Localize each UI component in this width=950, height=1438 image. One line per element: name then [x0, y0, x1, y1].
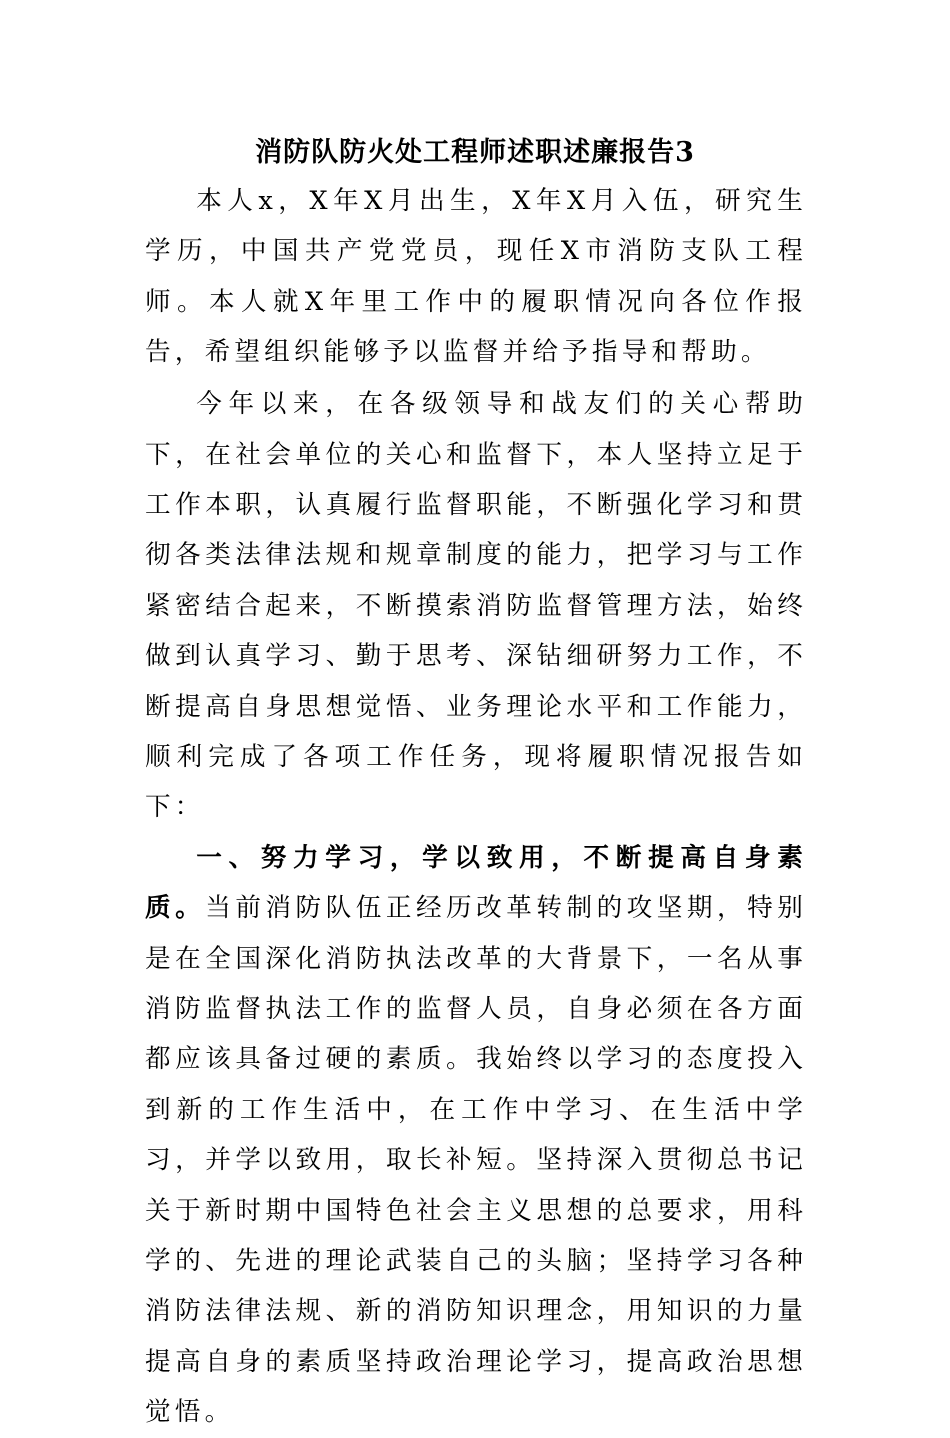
section-1-heading: 一、努力学习，学以致用，不断提高自身素质。	[145, 842, 807, 924]
section-1-paragraph	[145, 833, 807, 1438]
section-1-text: 当前消防队伍正经历改革转制的攻坚期，特别是在全国深化消防执法改革的大背景下，一名从事消防监督执法工作的监督人员，自身必须在各方面都应该具备过硬的素质。我始终以学习的态度投入到新的工作生活中，在工作中学习、在生活中学习，并学以致用，取长补短。坚持深入贯彻总书记关于新时期中国特色社会主义思想的总要求，用科学的、先进的理论武装自己的头脑；坚持学习各种消防法律法规、新的消防知识理念，用知识的力量提高自身的素质坚持政治理论学习，提高政治思想觉悟。	[145, 893, 807, 1428]
paragraph-overview: 今年以来，在各级领导和战友们的关心帮助下，在社会单位的关心和监督下，本人坚持立足于工作本职，认真履行监督职能，不断强化学习和贯彻各类法律法规和规章制度的能力，把学习与工作紧密结合起来，不断摸索消防监督管理方法，始终做到认真学习、勤于思考、深钻细研努力工作，不断提高自身思想觉悟、业务理论水平和工作能力，顺利完成了各项工作任务，现将履职情况报告如下：	[145, 389, 807, 823]
paragraph-intro: 本人x，X年X月出生，X年X月入伍，研究生学历，中国共产党党员，现任X市消防支队工程师。本人就X年里工作中的履职情况向各位作报告，希望组织能够予以监督并给予指导和帮助。	[145, 186, 807, 368]
document-body	[145, 176, 807, 1438]
document-title: 消防队防火处工程师述职述廉报告3	[255, 137, 695, 168]
